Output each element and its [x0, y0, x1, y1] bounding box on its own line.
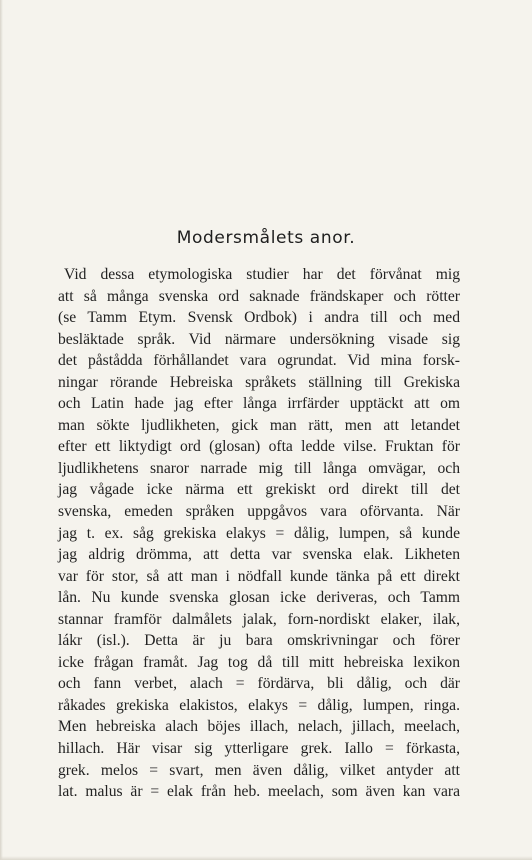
text-line: besläktade språk. Vid närmare undersökning visade sig [58, 330, 460, 348]
text-line: efter ett liktydigt ord (glosan) ofta ledde vilse. Fruktan för [58, 438, 460, 456]
body-text [58, 264, 460, 803]
text-line: jag aldrig drömma, att detta var svenska elak. Likheten [58, 546, 460, 564]
text-line: att så många svenska ord saknade frändskaper och rötter [58, 287, 460, 305]
text-line: grek. melos = svart, men även dålig, vilket antyder att [58, 761, 460, 779]
text-line: lat. malus är = elak från heb. meelach, som även kan vara [58, 783, 460, 801]
text-line: jag vågade icke närma ett grekiskt ord direkt till det [58, 481, 460, 499]
text-line: icke frågan framåt. Jag tog då till mitt hebreiska lexikon [58, 653, 460, 671]
chapter-heading: Modersmålets anor. [176, 228, 356, 248]
text-line: och Latin hade jag efter långa irrfärder upptäckt att om [58, 395, 460, 413]
text-line: var för stor, så att man i nödfall kunde tänka på ett direkt [58, 567, 460, 585]
text-line: lån. Nu kunde svenska glosan icke deriveras, och Tamm [58, 589, 460, 607]
text-line: Men hebreiska alach böjes illach, nelach, jillach, meelach, [58, 718, 460, 736]
text-line: ningar rörande Hebreiska språkets ställning till Grekiska [58, 373, 460, 391]
page-edge-shadow [0, 0, 3, 860]
text-line: stannar framför dalmålets jalak, forn-nordiskt elaker, ilak, [58, 610, 460, 628]
text-line: jag t. ex. såg grekiska elakys = dålig, lumpen, så kunde [58, 524, 460, 542]
text-line: lákr (isl.). Detta är ju bara omskrivningar och förer [58, 632, 460, 650]
text-line: det påstådda förhållandet vara ogrundat. Vid mina forsk- [58, 352, 460, 370]
text-line: Vid dessa etymologiska studier har det förvånat mig [64, 266, 460, 283]
page-bottom-shadow [0, 856, 532, 860]
text-line: svenska, emeden språken uppgåvos vara oförvanta. När [58, 503, 460, 521]
text-line: och fann verbet, alach = fördärva, bli dålig, och där [58, 675, 460, 693]
text-line: ljudlikhetens snaror narrade mig till långa omvägar, och [58, 459, 460, 477]
text-line: man sökte ljudlikheten, gick man rätt, men att letandet [58, 416, 460, 434]
text-line: hillach. Här visar sig ytterligare grek. Iallo = förkasta, [58, 740, 460, 758]
text-line: (se Tamm Etym. Svensk Ordbok) i andra till och med [58, 309, 460, 327]
text-line: råkades grekiska elakistos, elakys = dålig, lumpen, ringa. [58, 696, 460, 714]
